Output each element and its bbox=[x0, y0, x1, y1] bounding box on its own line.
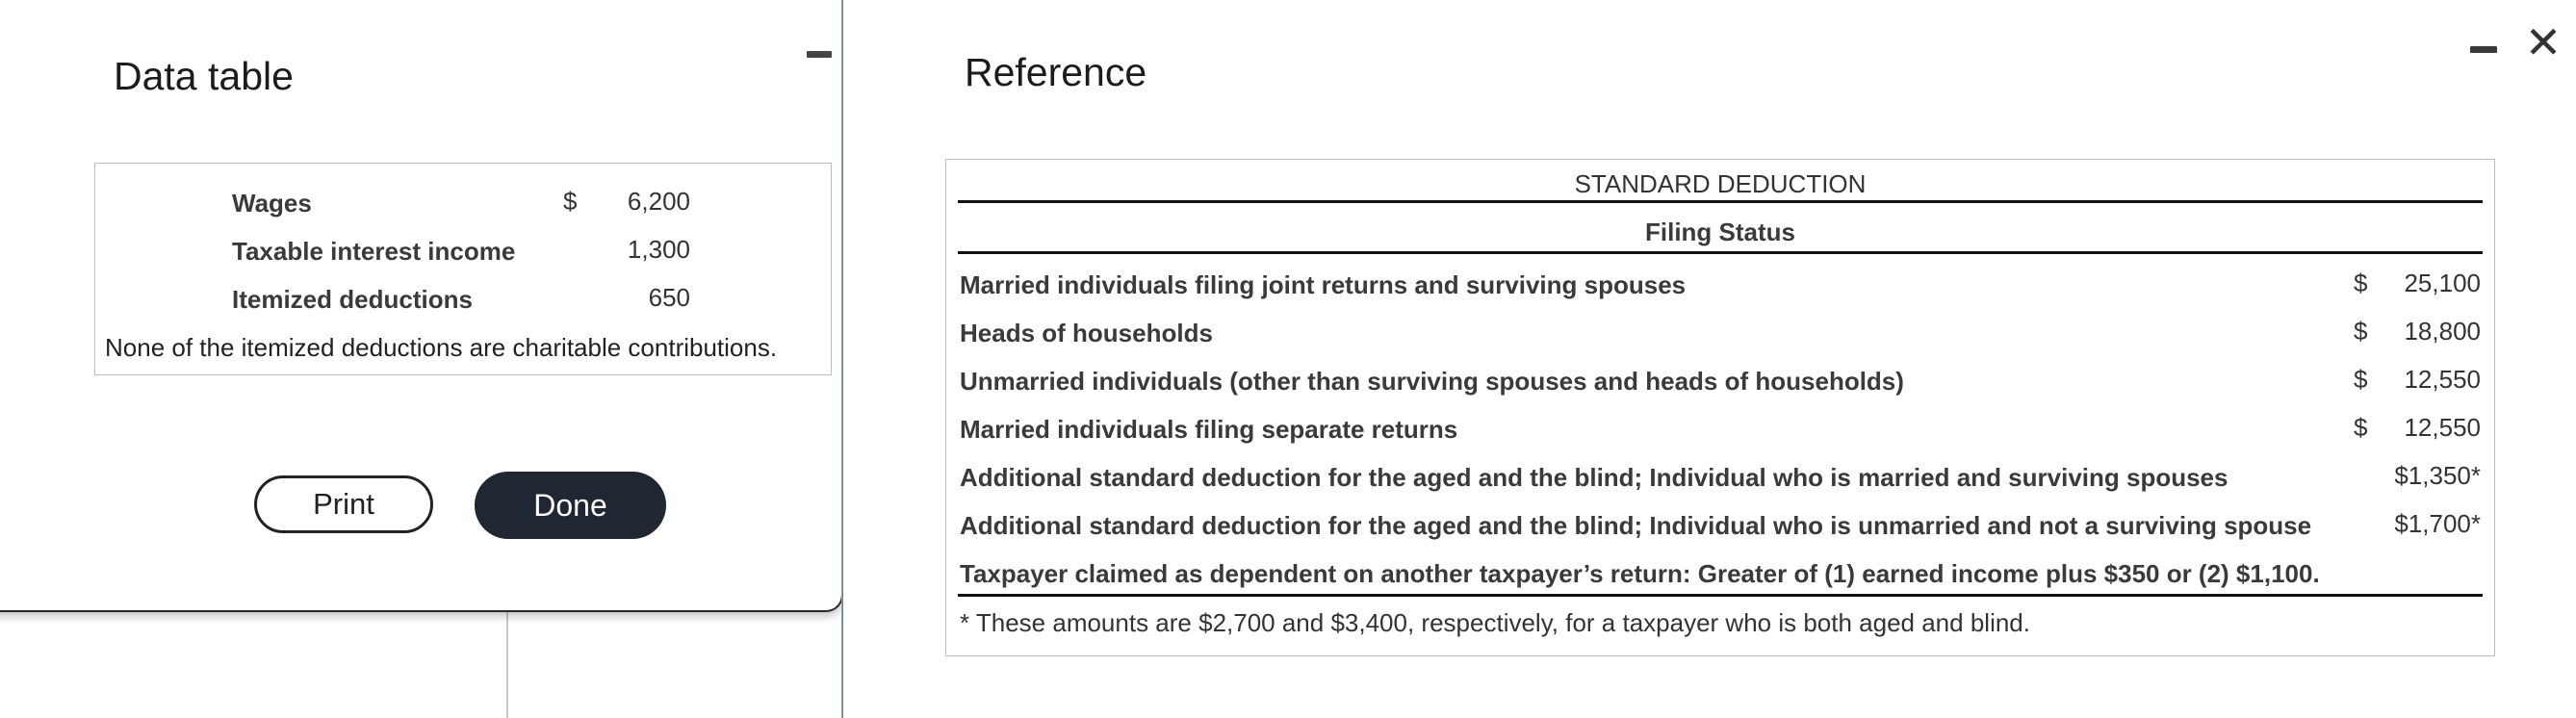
table-rule bbox=[958, 251, 2483, 254]
table-row-amount: 12,550 bbox=[2404, 365, 2481, 394]
currency-symbol: $ bbox=[563, 187, 578, 216]
currency-symbol: $ bbox=[2354, 269, 2368, 297]
table-footnote: * These amounts are $2,700 and $3,400, respectively, for a taxpayer who is both aged and blind. bbox=[960, 608, 2030, 637]
table-heading: STANDARD DEDUCTION bbox=[1574, 169, 1867, 198]
table-row-label: Itemized deductions bbox=[232, 285, 473, 314]
table-row-label: Unmarried individuals (other than surviving spouses and heads of households) bbox=[960, 367, 1904, 396]
table-row-amount: $1,700* bbox=[2394, 509, 2481, 538]
table-row-amount: $1,350* bbox=[2394, 461, 2481, 490]
table-row-amount: 25,100 bbox=[2404, 269, 2481, 297]
currency-symbol: $ bbox=[2354, 365, 2368, 394]
data-table-dialog bbox=[0, 0, 843, 612]
background-divider bbox=[506, 612, 508, 718]
table-subheading: Filing Status bbox=[1645, 218, 1795, 246]
table-row-amount: 12,550 bbox=[2404, 413, 2481, 442]
dialog-title: Data table bbox=[114, 54, 294, 98]
table-row-label: Married individuals filing separate returns bbox=[960, 415, 1458, 444]
table-row-label: Taxpayer claimed as dependent on another taxpayer’s return: Greater of (1) earned income plus $350 or (2) $1,100. bbox=[960, 559, 2320, 588]
table-row-label: Married individuals filing joint returns and surviving spouses bbox=[960, 270, 1687, 299]
close-icon[interactable]: ✕ bbox=[2524, 17, 2563, 67]
currency-symbol: $ bbox=[2354, 317, 2368, 346]
dialog-title: Reference bbox=[965, 50, 1147, 94]
print-button[interactable]: Print bbox=[254, 475, 433, 533]
table-row-value: 1,300 bbox=[627, 235, 690, 264]
table-row-label: Additional standard deduction for the aged and the blind; Individual who is unmarried and not a surviving spouse bbox=[960, 511, 2312, 540]
data-table bbox=[94, 163, 832, 375]
standard-deduction-table bbox=[945, 159, 2495, 656]
minimize-icon[interactable] bbox=[807, 51, 832, 58]
table-row-amount: 18,800 bbox=[2404, 317, 2481, 346]
currency-symbol: $ bbox=[2354, 413, 2368, 442]
table-row-label: Additional standard deduction for the aged and the blind; Individual who is married and surviving spouses bbox=[960, 463, 2228, 492]
done-button[interactable]: Done bbox=[475, 472, 666, 539]
table-rule bbox=[958, 200, 2483, 203]
table-row-label: Taxable interest income bbox=[232, 237, 516, 266]
minimize-icon[interactable] bbox=[2470, 46, 2497, 53]
table-row-value: 6,200 bbox=[627, 187, 690, 216]
table-rule bbox=[958, 594, 2483, 597]
table-note: None of the itemized deductions are charitable contributions. bbox=[105, 333, 778, 362]
table-row-label: Wages bbox=[232, 189, 312, 218]
table-row-label: Heads of households bbox=[960, 319, 1213, 347]
table-row-value: 650 bbox=[648, 283, 690, 312]
